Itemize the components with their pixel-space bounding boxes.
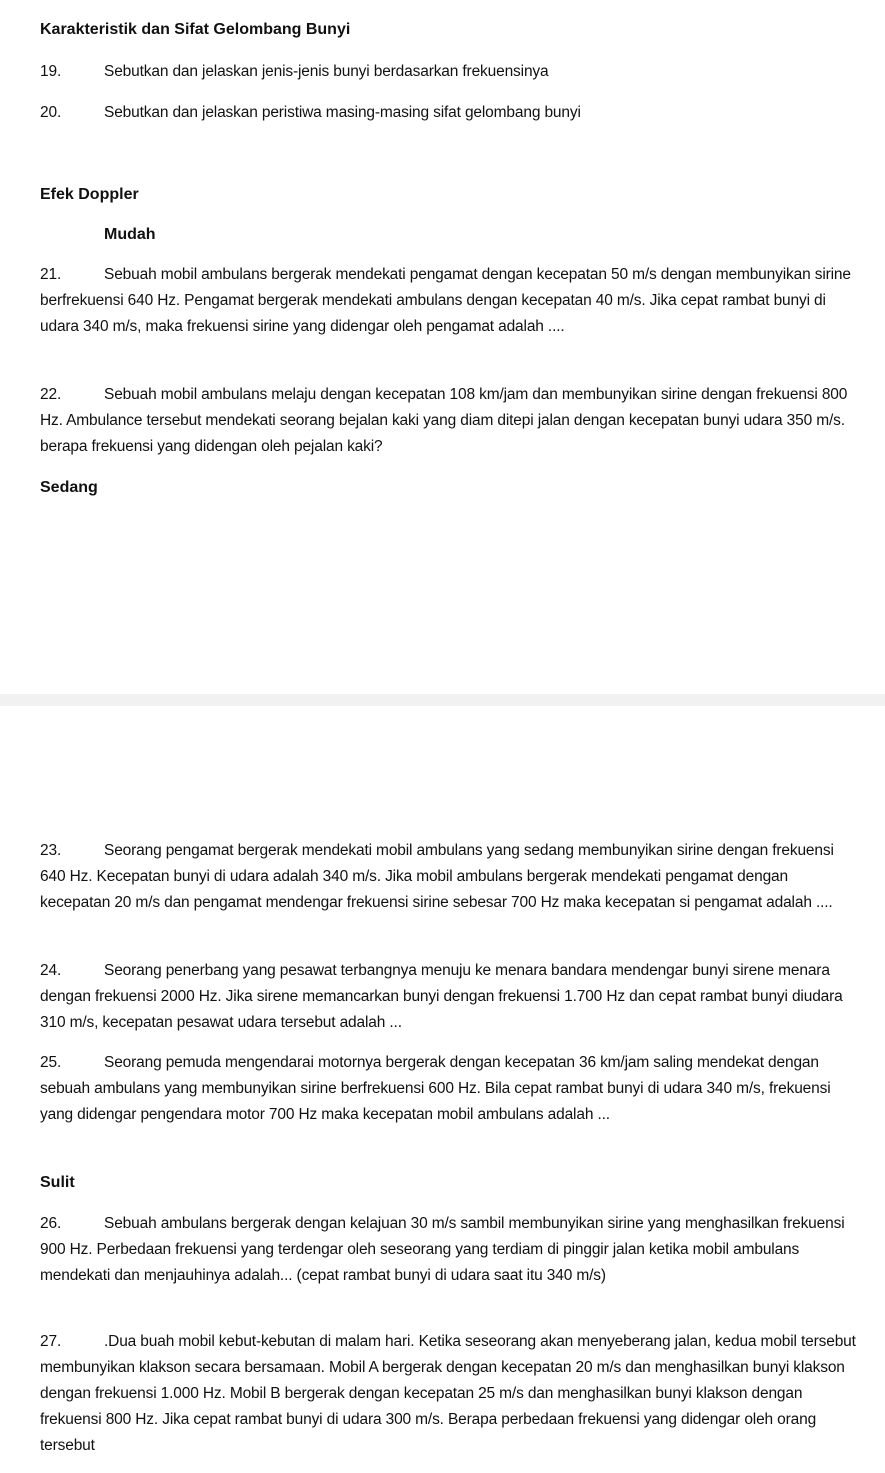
question-22 [40,382,858,460]
question-number: 19. [40,63,62,80]
difficulty-label-sedang: Sedang [40,479,98,496]
question-number: 27. [40,1333,62,1350]
section-title-efek-doppler: Efek Doppler [40,186,139,203]
question-text: Seorang pengamat bergerak mendekati mobil ambulans yang sedang membunyikan sirine dengan frekuensi 640 Hz. Kecepatan bunyi di udara adalah 340 m/s. Jika mobil ambulans bergerak mendekati pengamat dengan kecepatan 20 m/s dan pengamat mendengar frekuensi sirine sebesar 700 Hz maka kecepatan si pengamat adalah .... [40,842,834,911]
question-19 [40,62,858,82]
question-text: Sebutkan dan jelaskan jenis-jenis bunyi berdasarkan frekuensinya [104,63,549,80]
question-number: 20. [40,104,62,121]
question-text: Seorang pemuda mengendarai motornya bergerak dengan kecepatan 36 km/jam saling mendekat dengan sebuah ambulans yang membunyikan sirine berfrekuensi 600 Hz. Bila cepat rambat bunyi di udara 340 m/s, frekuensi yang didengar pengendara motor 700 Hz maka kecepatan mobil ambulans adalah ... [40,1054,831,1123]
question-number: 26. [40,1215,62,1232]
question-25 [40,1050,858,1128]
page-separator [0,694,885,706]
document-page-2 [0,706,885,1473]
question-26 [40,1211,858,1289]
question-number: 25. [40,1054,62,1071]
question-number: 24. [40,962,62,979]
difficulty-label-mudah: Mudah [104,226,156,243]
section-title-karakteristik: Karakteristik dan Sifat Gelombang Bunyi [40,21,351,38]
question-21 [40,262,858,340]
question-24 [40,958,858,1036]
question-number: 22. [40,386,62,403]
question-number: 21. [40,266,62,283]
question-text: Sebuah mobil ambulans melaju dengan kecepatan 108 km/jam dan membunyikan sirine dengan frekuensi 800 Hz. Ambulance tersebut mendekati seorang bejalan kaki yang diam ditepi jalan dengan kecepatan bunyi udara 350 m/s. berapa frekuensi yang didengan oleh pejalan kaki? [40,386,848,455]
difficulty-label-sulit: Sulit [40,1174,75,1191]
question-20 [40,103,858,123]
question-text: Sebuah mobil ambulans bergerak mendekati pengamat dengan kecepatan 50 m/s dengan membunyikan sirine berfrekuensi 640 Hz. Pengamat bergerak mendekati ambulans dengan kecepatan 40 m/s. Jika cepat rambat bunyi di udara 340 m/s, maka frekuensi sirine yang didengar oleh pengamat adalah .... [40,266,851,335]
document-page-1 [0,0,885,694]
question-number: 23. [40,842,62,859]
question-text: .Dua buah mobil kebut-kebutan di malam hari. Ketika seseorang akan menyeberang jalan, kedua mobil tersebut membunyikan klakson secara bersamaan. Mobil A bergerak dengan kecepatan 20 m/s dan menghasilkan bunyi klakson dengan frekuensi 1.000 Hz. Mobil B bergerak dengan kecepatan 25 m/s dan menghasilkan bunyi klakson dengan frekuensi 800 Hz. Jika cepat rambat bunyi di udara 300 m/s. Berapa perbedaan frekuensi yang didengar oleh orang tersebut [40,1333,856,1454]
question-text: Sebutkan dan jelaskan peristiwa masing-masing sifat gelombang bunyi [104,104,581,121]
question-text: Seorang penerbang yang pesawat terbangnya menuju ke menara bandara mendengar bunyi sirene menara dengan frekuensi 2000 Hz. Jika sirene memancarkan bunyi dengan frekuensi 1.700 Hz dan cepat rambat bunyi diudara 310 m/s, kecepatan pesawat udara tersebut adalah ... [40,962,843,1031]
question-text: Sebuah ambulans bergerak dengan kelajuan 30 m/s sambil membunyikan sirine yang menghasilkan frekuensi 900 Hz. Perbedaan frekuensi yang terdengar oleh seseorang yang terdiam di pinggir jalan ketika mobil ambulans mendekati dan menjauhinya adalah... (cepat rambat bunyi di udara saat itu 340 m/s) [40,1215,845,1284]
question-27 [40,1329,858,1459]
question-23 [40,838,858,916]
